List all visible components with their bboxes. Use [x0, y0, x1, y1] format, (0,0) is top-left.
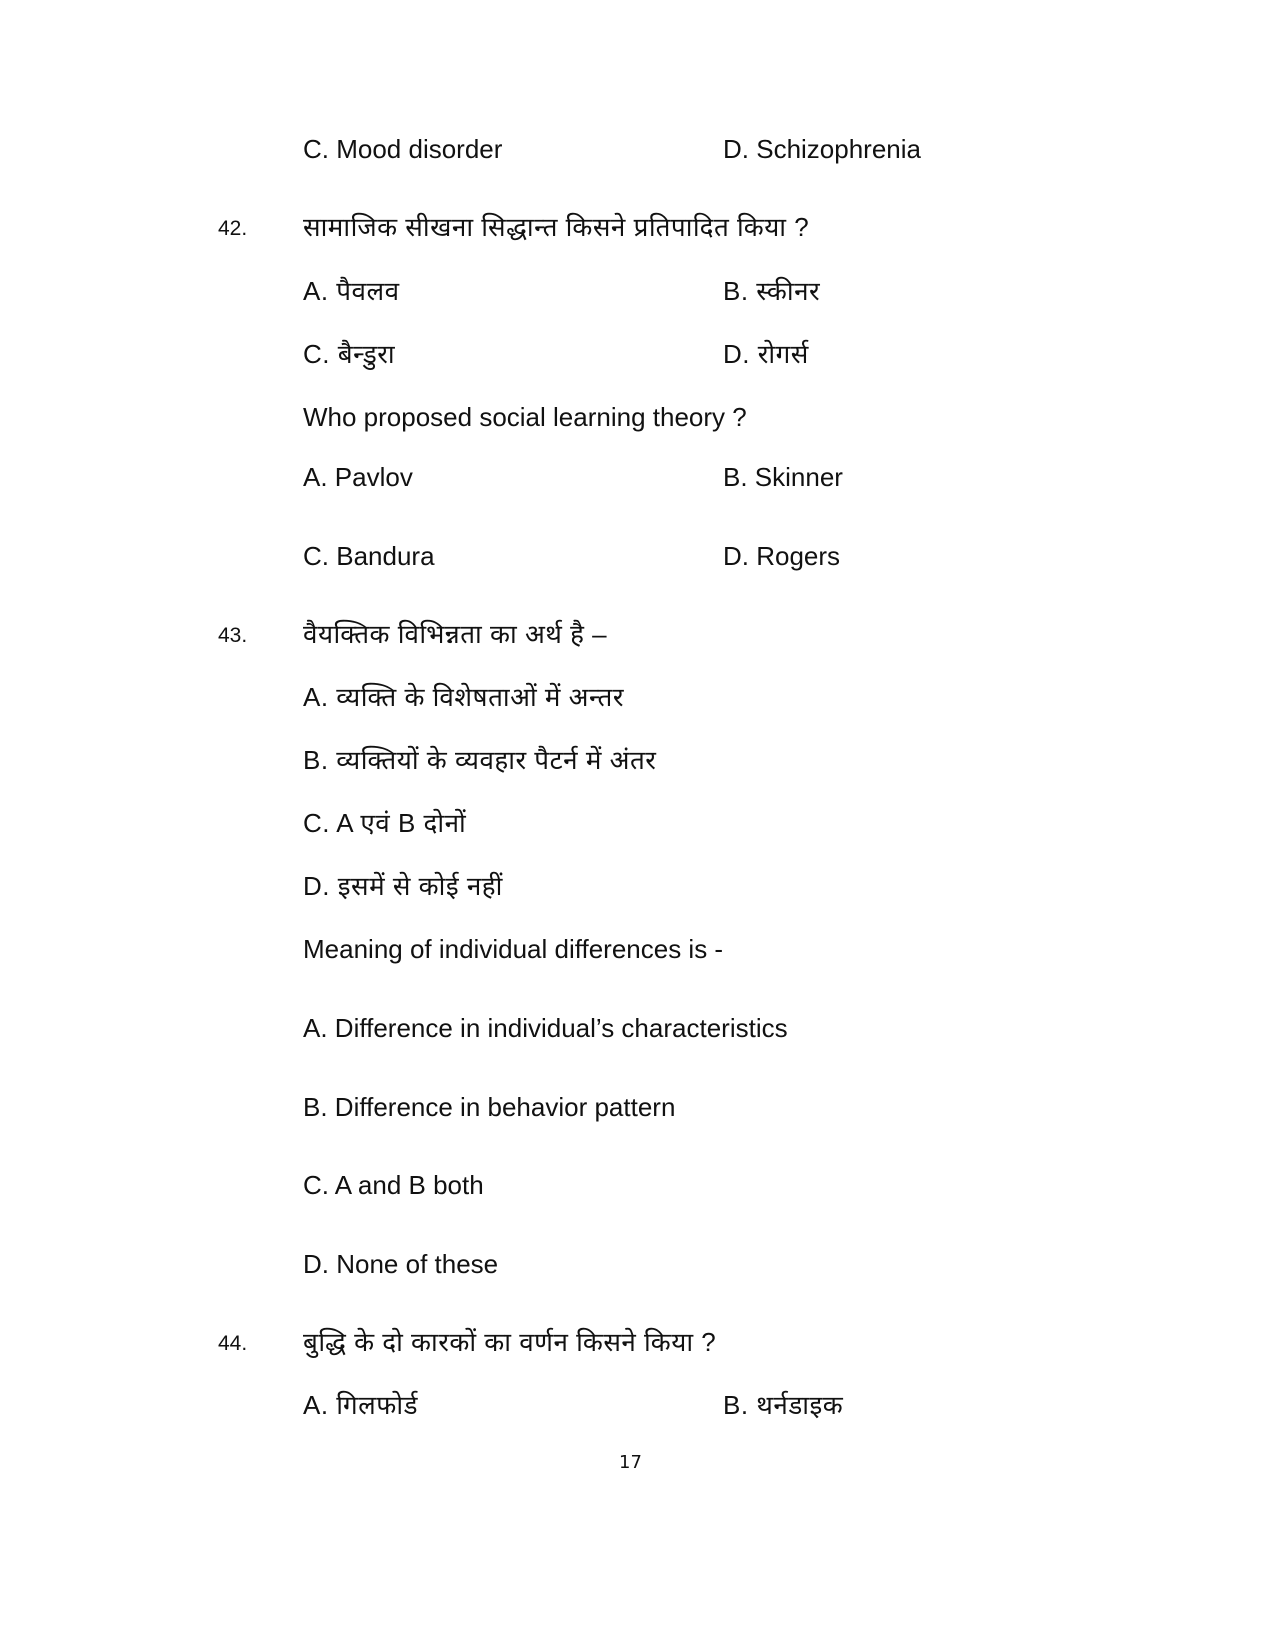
- q44-hindi-option-a: A. गिलफोर्ड: [303, 1390, 418, 1420]
- q43-hindi-option-a: A. व्यक्ति के विशेषताओं में अन्तर: [303, 682, 625, 712]
- q43-english-option-b: B. Difference in behavior pattern: [303, 1092, 676, 1122]
- q41-option-d: D. Schizophrenia: [723, 134, 921, 164]
- page-number: 17: [619, 1452, 642, 1473]
- q42-number: 42.: [218, 217, 248, 240]
- q43-english-question: Meaning of individual differences is -: [303, 934, 724, 964]
- q42-hindi-option-c: C. बैन्डुरा: [303, 339, 396, 369]
- q44-hindi-question: बुद्धि के दो कारकों का वर्णन किसने किया ?: [303, 1327, 717, 1357]
- q43-hindi-option-c: C. A एवं B दोनों: [303, 808, 467, 838]
- q44-hindi-option-b: B. थर्नडाइक: [723, 1390, 844, 1420]
- q42-english-option-a: A. Pavlov: [303, 462, 413, 492]
- q43-hindi-option-d: D. इसमें से कोई नहीं: [303, 871, 503, 901]
- q43-hindi-option-b: B. व्यक्तियों के व्यवहार पैटर्न में अंतर: [303, 745, 657, 775]
- q42-hindi-question: सामाजिक सीखना सिद्धान्त किसने प्रतिपादित किया ?: [303, 212, 810, 242]
- q43-hindi-question: वैयक्तिक विभिन्नता का अर्थ है –: [303, 619, 608, 649]
- q43-english-option-a: A. Difference in individual’s characteristics: [303, 1013, 788, 1043]
- q42-hindi-option-b: B. स्कीनर: [723, 276, 821, 306]
- q43-english-option-c: C. A and B both: [303, 1170, 484, 1200]
- q43-english-option-d: D. None of these: [303, 1249, 499, 1279]
- q42-english-option-c: C. Bandura: [303, 541, 435, 571]
- q42-english-option-d: D. Rogers: [723, 541, 841, 571]
- q42-english-option-b: B. Skinner: [723, 462, 843, 492]
- q41-option-c: C. Mood disorder: [303, 134, 503, 164]
- q42-hindi-option-d: D. रोगर्स: [723, 339, 809, 369]
- q44-number: 44.: [218, 1332, 248, 1355]
- q42-english-question: Who proposed social learning theory ?: [303, 402, 747, 432]
- q42-hindi-option-a: A. पैवलव: [303, 276, 400, 306]
- q43-number: 43.: [218, 624, 248, 647]
